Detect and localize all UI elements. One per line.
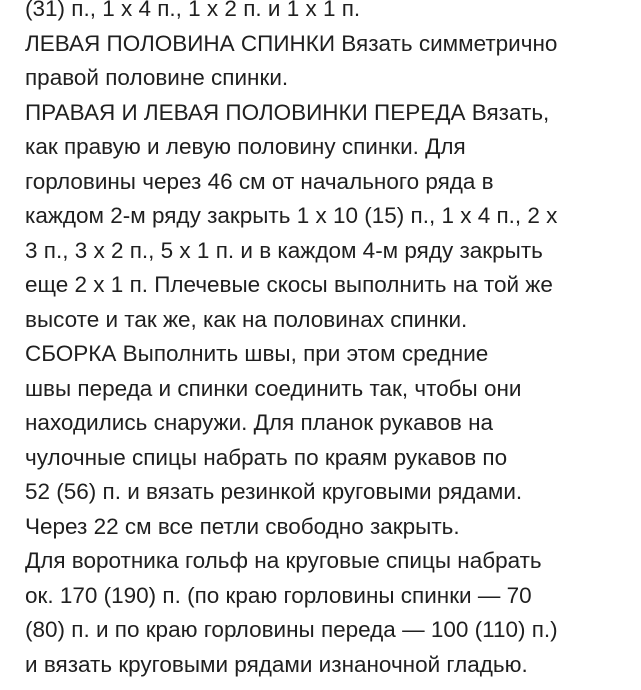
- text-line: ЛЕВАЯ ПОЛОВИНА СПИНКИ Вязать симметрично: [25, 30, 558, 56]
- text-line: и вязать круговыми рядами изнаночной гладью.: [25, 651, 528, 677]
- text-line: находились снаружи. Для планок рукавов на: [25, 410, 494, 435]
- text-line: еще 2 х 1 п. Плечевые скосы выполнить на той же: [25, 272, 553, 297]
- text-line: (31) п., 1 х 4 п., 1 х 2 п. и 1 х 1 п.: [25, 0, 361, 21]
- text-line: (80) п. и по краю горловины переда — 100 (110) п.): [25, 617, 558, 642]
- text-line: Для воротника гольф на круговые спицы набрать: [25, 548, 542, 573]
- text-line: ок. 170 (190) п. (по краю горловины спинки — 70: [25, 582, 532, 608]
- text-line: чулочные спицы набрать по краям рукавов по: [25, 444, 508, 470]
- text-line: правой половине спинки.: [25, 65, 289, 90]
- text-line: каждом 2-м ряду закрыть 1 х 10 (15) п., 1 х 4 п., 2 х: [25, 203, 558, 228]
- text-line: СБОРКА Выполнить швы, при этом средние: [25, 341, 489, 366]
- instruction-text: [25, 0, 637, 682]
- text-line: швы переда и спинки соединить так, чтобы они: [25, 375, 522, 401]
- text-line: 52 (56) п. и вязать резинкой круговыми рядами.: [25, 479, 523, 504]
- text-line: как правую и левую половину спинки. Для: [25, 134, 466, 159]
- text-line: 3 п., 3 х 2 п., 5 х 1 п. и в каждом 4-м ряду закрыть: [25, 237, 543, 263]
- text-line: Через 22 см все петли свободно закрыть.: [25, 513, 460, 539]
- text-line: ПРАВАЯ И ЛЕВАЯ ПОЛОВИНКИ ПЕРЕДА Вязать,: [25, 99, 550, 125]
- text-line: горловины через 46 см от начального ряда в: [25, 168, 494, 194]
- text-line: высоте и так же, как на половинах спинки.: [25, 306, 468, 332]
